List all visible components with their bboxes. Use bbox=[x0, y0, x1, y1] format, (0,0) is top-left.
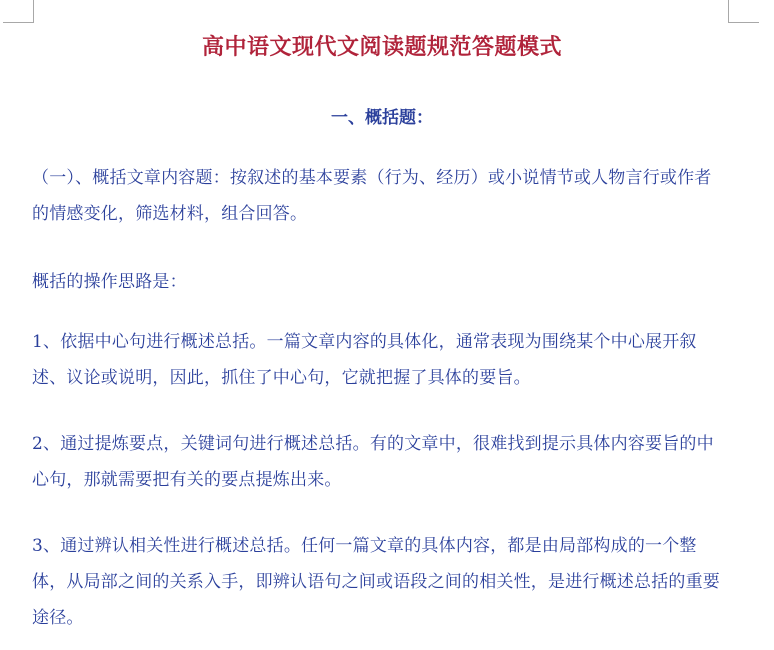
paragraph-step-3: 3、通过辨认相关性进行概述总括。任何一篇文章的具体内容，都是由局部构成的一个整体，从局部之间的关系入手，即辨认语句之间或语段之间的相关性，是进行概述总括的重要途径。 bbox=[32, 536, 720, 628]
paragraph-step-2: 2、通过提炼要点，关键词句进行概述总括。有的文章中，很难找到提示具体内容要旨的中心句，那就需要把有关的要点提炼出来。 bbox=[32, 434, 714, 490]
crop-mark-top-left bbox=[3, 0, 34, 23]
crop-mark-top-right bbox=[728, 0, 759, 23]
paragraph-approach-intro: 概括的操作思路是： bbox=[32, 272, 187, 292]
document-title: 高中语文现代文阅读题规范答题模式 bbox=[201, 34, 562, 60]
paragraph-step-1: 1、依据中心句进行概述总括。一篇文章内容的具体化，通常表现为围绕某个中心展开叙述、议论或说明，因此，抓住了中心句，它就把握了具体的要旨。 bbox=[32, 332, 697, 388]
paragraph-summary-method: （一）、概括文章内容题：按叙述的基本要素（行为、经历）或小说情节或人物言行或作者的情感变化，筛选材料，组合回答。 bbox=[32, 168, 712, 224]
section-heading: 一、概括题： bbox=[331, 108, 433, 128]
